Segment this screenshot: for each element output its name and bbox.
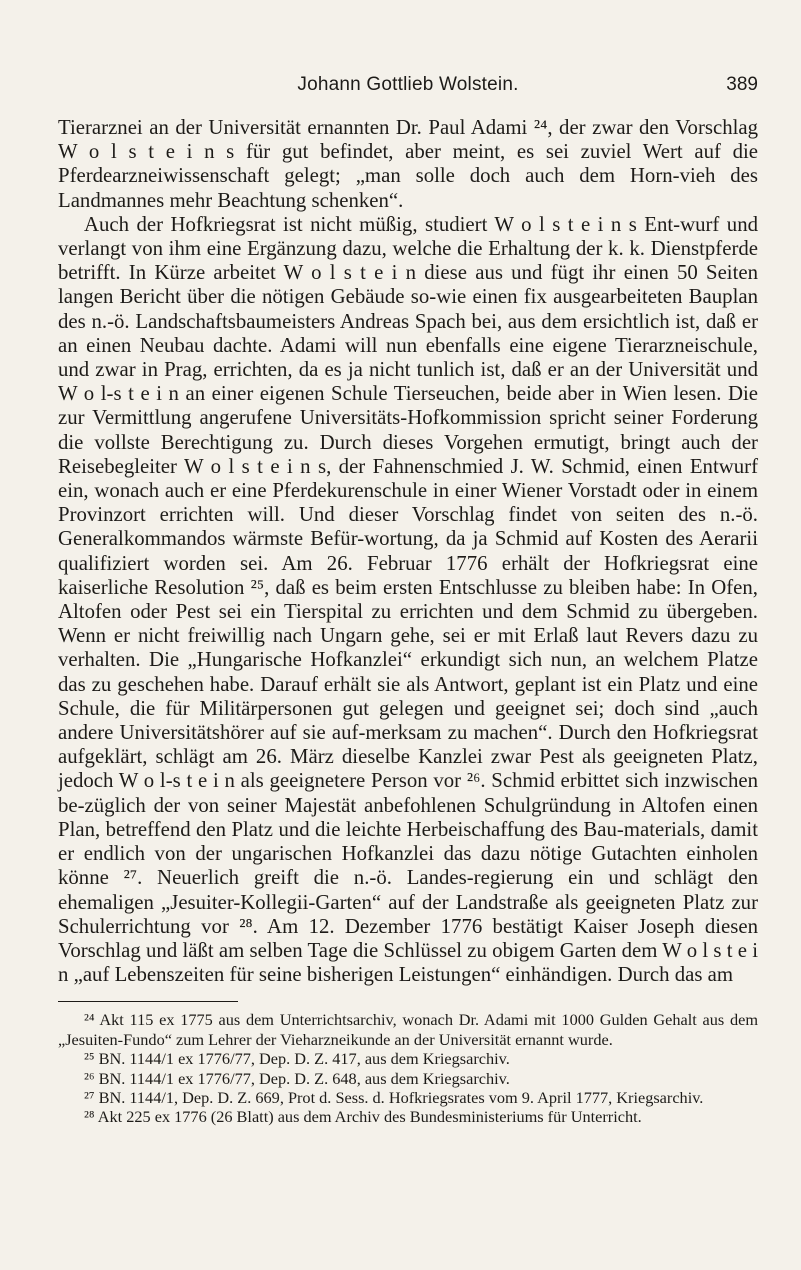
page-header (58, 74, 758, 108)
footnote-27: ²⁷ BN. 1144/1, Dep. D. Z. 669, Prot d. Sess. d. Hofkriegsrates vom 9. April 1777, Kriegsarchiv. (84, 1087, 704, 1107)
footnotes (58, 1010, 758, 1126)
body-text (58, 116, 758, 987)
paragraph-1: Tierarznei an der Universität ernannten Dr. Paul Adami ²⁴, der zwar den Vorschlag W o l s t e i n s für gut befindet, aber meint, es sei zuviel Wert auf die Pferdearzneiwissenschaft gelegt; „man solle doch auch dem Horn-vieh des Landmannes mehr Beachtung schenken“. (58, 116, 758, 212)
footnote-divider (58, 1001, 238, 1002)
paragraph-2: Auch der Hofkriegsrat ist nicht müßig, studiert W o l s t e i n s Ent-wurf und verlangt von ihm eine Ergänzung dazu, welche die Erhaltung der k. k. Dienstpferde betrifft. In Kürze arbeitet W o l s t e i n diese aus und fügt ihr einen 50 Seiten langen Bericht über die nötigen Gebäude so-wie einen fix ausgearbeiteten Bauplan des n.-ö. Landschaftsbaumeisters Andreas Spach bei, aus dem ersichtlich ist, daß er an einen Neubau dachte. Adami will nun ebenfalls eine eigene Tierarzneischule, und zwar in Prag, errichten, da es ja nicht tunlich ist, daß er an der Universität und W o l-s t e i n an einer eigenen Schule Tierseuchen, beide aber in Wien lesen. Die zur Vermittlung angerufene Universitäts-Hofkommission spricht seiner Forderung die vollste Berechtigung zu. Durch dieses Vorgehen ermutigt, bringt auch der Reisebegleiter W o l s t e i n s, der Fahnenschmied J. W. Schmid, einen Entwurf ein, wonach auch er eine Pferdekurenschule in einer Wiener Vorstadt oder in einem Provinzort errichten will. Und dieser Vorschlag findet von seiten des n.-ö. Generalkommandos wärmste Befür-wortung, da ja Schmid auf Kosten des Aerarii qualifiziert worden sei. Am 26. Februar 1776 erhält der Hofkriegsrat eine kaiserliche Resolution ²⁵, daß es beim ersten Entschlusse zu bleiben habe: In Ofen, Altofen oder Pest sei ein Tierspital zu errichten und dem Schmid zu übergeben. Wenn er nicht freiwillig nach Ungarn gehe, sei er mit Erlaß laut Revers dazu zu verhalten. Die „Hungarische Hofkanzlei“ erkundigt sich nun, an welchem Platze das zu geschehen habe. Darauf erhält sie als Antwort, geplant ist ein Platz und eine Schule, die für Militärpersonen gut gelegen und geeignet sei; doch sind „auch andere Universitätshörer auf sie auf-merksam zu machen“. Durch den Hofkriegsrat aufgeklärt, schlägt am 26. März dieselbe Kanzlei zwar Pest als geeigneten Platz, jedoch W o l-s t e i n als geeignetere Person vor ²⁶. Schmid erbittet sich inzwischen be-züglich der von seiner Majestät anbefohlenen Schulgründung in Altofen einen Plan, betreffend den Platz und die leichte Herbeischaffung des Bau-materials, damit er endlich von der ungarischen Hofkanzlei das dazu nötige Gutachten einholen könne ²⁷. Neuerlich greift die n.-ö. Landes-regierung ein und schlägt den ehemaligen „Jesuiter-Kollegii-Garten“ auf der Landstraße als geeigneten Platz zur Schulerrichtung vor ²⁸. Am 12. Dezember 1776 bestätigt Kaiser Joseph diesen Vorschlag und läßt am selben Tage die Schlüssel zu obigem Garten dem W o l s t e i n „auf Lebenszeiten für seine bisherigen Leistungen“ einhändigen. Durch das am (58, 212, 758, 987)
page-number: 389 (726, 74, 758, 95)
footnote-28: ²⁸ Akt 225 ex 1776 (26 Blatt) aus dem Archiv des Bundesministeriums für Unterricht. (84, 1107, 642, 1127)
footnote-24: ²⁴ Akt 115 ex 1775 aus dem Unterrichtsarchiv, wonach Dr. Adami mit 1000 Gulden Gehalt aus dem „Jesuiten-Fundo“ zum Lehrer der Vieharzneikunde an der Universität ernannt wurde. (58, 1010, 758, 1049)
footnote-25: ²⁵ BN. 1144/1 ex 1776/77, Dep. D. Z. 417, aus dem Kriegsarchiv. (84, 1049, 510, 1069)
running-head: Johann Gottlieb Wolstein. (297, 74, 519, 95)
book-page (58, 74, 758, 1127)
footnote-26: ²⁶ BN. 1144/1 ex 1776/77, Dep. D. Z. 648, aus dem Kriegsarchiv. (84, 1068, 510, 1088)
